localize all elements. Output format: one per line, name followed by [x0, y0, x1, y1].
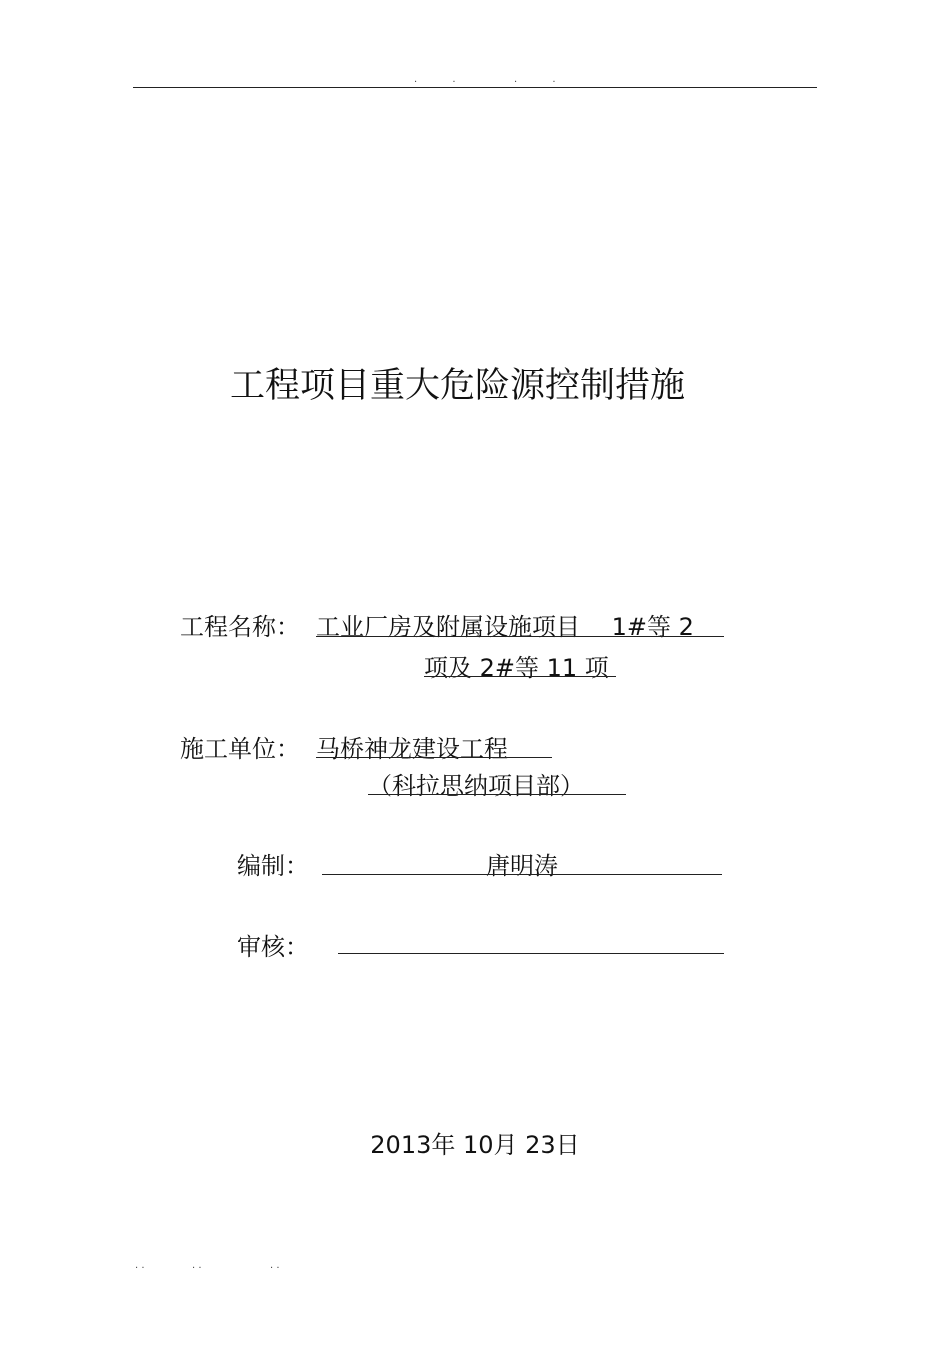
project-name-underline-1: [316, 636, 724, 637]
contractor-underline-2: [368, 794, 626, 795]
project-name-label: 工程名称：: [180, 613, 300, 641]
header-dots-left: . .: [414, 74, 472, 85]
contractor-line1: 马桥神龙建设工程: [316, 735, 508, 763]
author-underline: [322, 874, 722, 875]
header-dots-right: . .: [514, 74, 572, 85]
author-name: 唐明涛: [486, 852, 558, 880]
project-name-line1: 工业厂房及附属设施项目 1#等 2: [316, 613, 694, 641]
document-title: 工程项目重大危险源控制措施: [229, 366, 685, 406]
document-date: 2013年 10月 23日: [370, 1131, 580, 1159]
footer-dots-1: . .: [135, 1260, 145, 1271]
reviewer-label: 审核：: [237, 933, 309, 961]
footer-dots-2: . .: [192, 1260, 202, 1271]
reviewer-underline: [338, 953, 724, 954]
project-name-line2: 项及 2#等 11 项: [424, 654, 609, 682]
contractor-line2: （科拉思纳项目部）: [368, 772, 584, 800]
author-label: 编制：: [237, 852, 309, 880]
project-name-underline-2: [424, 676, 616, 677]
footer-dots-3: . .: [270, 1260, 280, 1271]
contractor-label: 施工单位：: [180, 735, 300, 763]
header-rule: [133, 87, 817, 88]
contractor-underline-1: [316, 757, 552, 758]
